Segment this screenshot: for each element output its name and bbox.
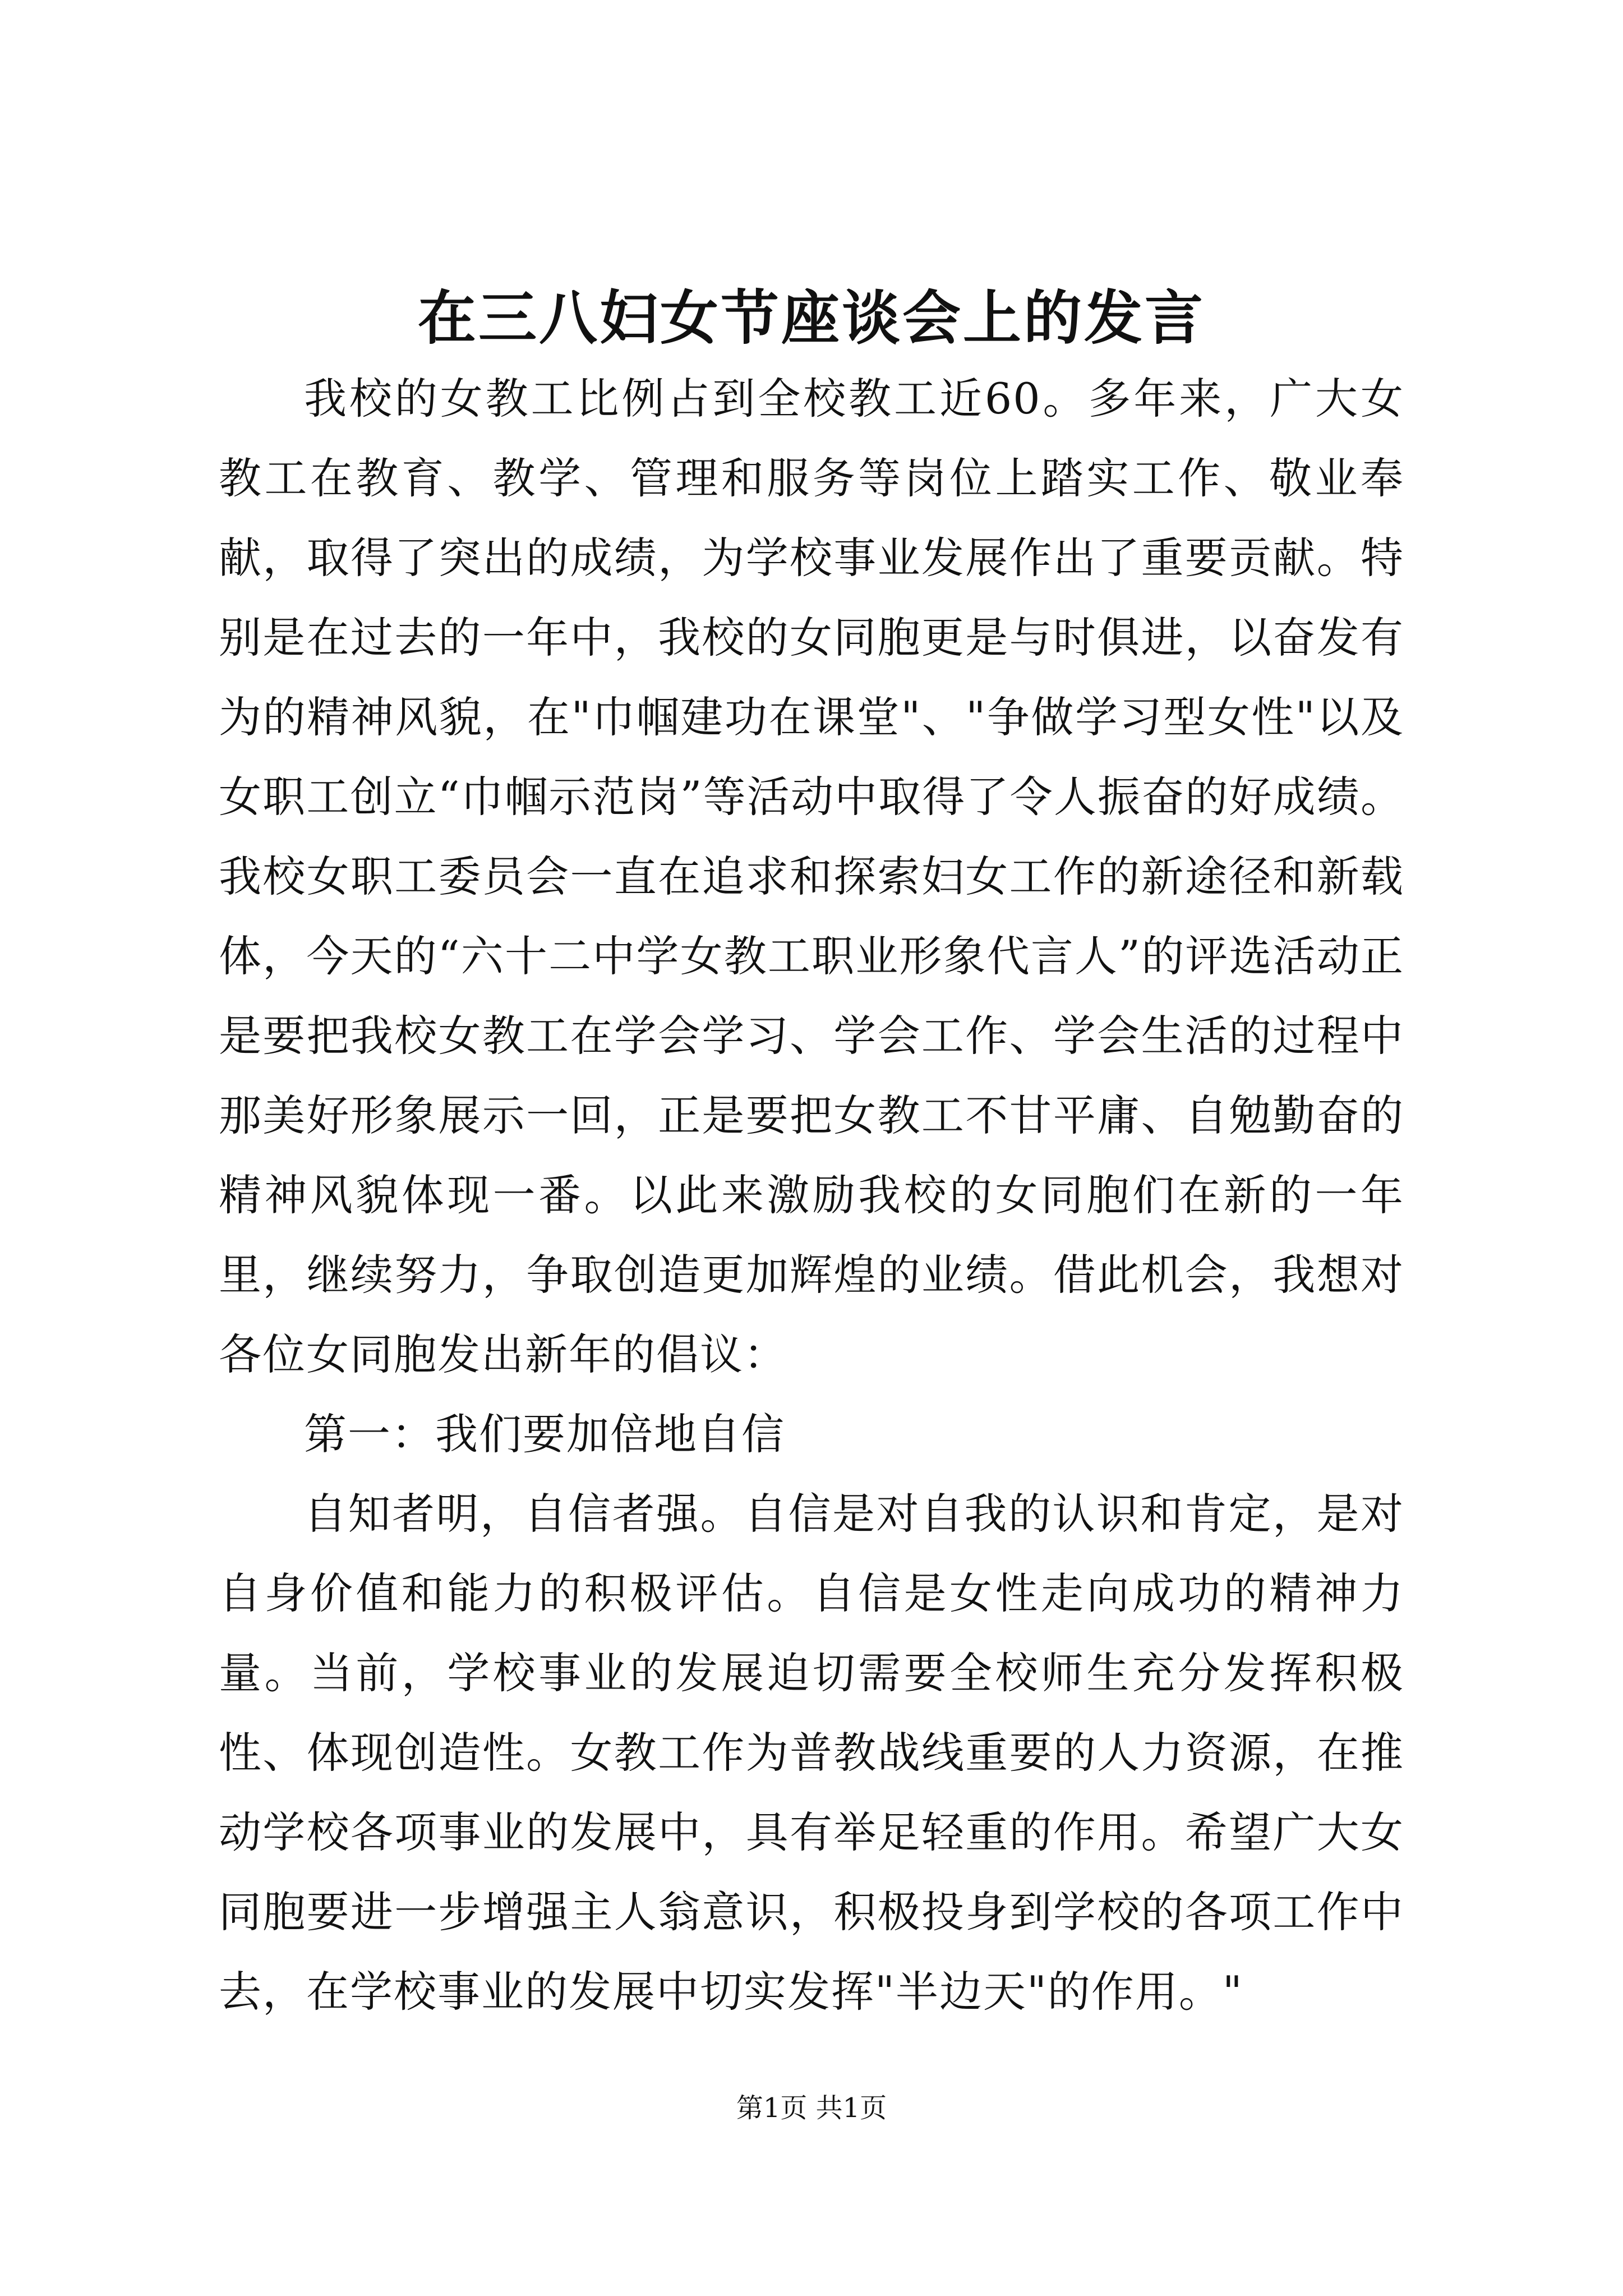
document-title: 在三八妇女节座谈会上的发言 [417,283,1205,352]
document-body [219,359,1404,2032]
page-footer: 第1页 共1页 [736,2092,887,2124]
paragraph-intro: 我校的女教工比例占到全校教工近60。多年来，广大女教工在教育、教学、管理和服务等岗位上踏实工作、敬业奉献，取得了突出的成绩，为学校事业发展作出了重要贡献。特别是在过去的一年中，我校的女同胞更是与时俱进，以奋发有为的精神风貌，在"巾帼建功在课堂"、"争做学习型女性"以及女职工创立“巾帼示范岗”等活动中取得了令人振奋的好成绩。我校女职工委员会一直在追求和探索妇女工作的新途径和新载体，今天的“六十二中学女教工职业形象代言人”的评选活动正是要把我校女教工在学会学习、学会工作、学会生活的过程中那美好形象展示一回，正是要把女教工不甘平庸、自勉勤奋的精神风貌体现一番。以此来激励我校的女同胞们在新的一年里，继续努力，争取创造更加辉煌的业绩。借此机会，我想对各位女同胞发出新年的倡议： [219,374,1404,1379]
paragraph-heading-first-point: 第一：我们要加倍地自信 [304,1409,785,1459]
paragraph-confidence: 自知者明，自信者强。自信是对自我的认识和肯定，是对自身价值和能力的积极评估。自信是女性走向成功的精神力量。当前，学校事业的发展迫切需要全校师生充分发挥积极性、体现创造性。女教工作为普教战线重要的人力资源，在推动学校各项事业的发展中，具有举足轻重的作用。希望广大女同胞要进一步增强主人翁意识，积极投身到学校的各项工作中去，在学校事业的发展中切实发挥"半边天"的作用。" [219,1489,1404,2017]
